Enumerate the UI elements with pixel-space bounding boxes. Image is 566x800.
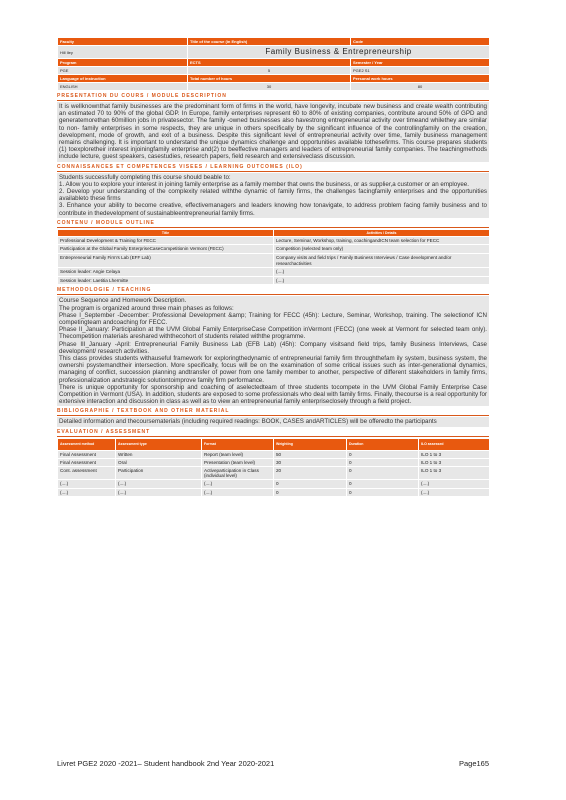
ects-label: ECTS <box>188 59 351 67</box>
personal-hours-value: 80 <box>351 83 490 91</box>
page-number: Page165 <box>458 759 489 768</box>
methodology-paragraph: Course Sequence and Homework Description. <box>59 297 187 305</box>
learning-outcomes-text <box>57 173 489 218</box>
eval-cell: Activeparticipation in Class (individual level) <box>202 467 274 480</box>
eval-cell: Presentation (team level) <box>202 458 274 466</box>
course-sheet <box>57 37 489 497</box>
course-title: Family Business & Entrepreneurship <box>188 46 490 59</box>
outline-table <box>57 229 490 286</box>
language-label: Language of instruction <box>58 75 188 83</box>
hours-label: Total number of hours <box>188 75 351 83</box>
methodology-paragraph: Phase I_September -December: Professional Development &amp; Training for FECC (45h): Lecture, Seminar, Workshop, training. The selectionof ICN competingteam andcoaching for FECC. <box>59 311 487 327</box>
course-title-label: Title of the course (in English) <box>188 38 351 46</box>
faculty-label: Faculty <box>58 38 188 46</box>
lo-item: 2. Develop your understanding of the complexity related withthe dynamic of family firms, the challenges facingfamily enterprises and the opportunities availableto these firms <box>59 188 487 203</box>
eval-cell: 0 <box>347 480 419 488</box>
table-row <box>58 458 490 466</box>
code-label: Code <box>351 38 490 46</box>
table-row <box>58 480 490 488</box>
eval-cell: 0 <box>347 450 419 458</box>
presentation-text <box>57 102 489 162</box>
learning-outcomes-heading: CONNAISSANCES ET COMPETENCES VISEES / LEARNING OUTCOMES (ILO) <box>57 164 489 172</box>
eval-cell: ILO 1 to 3 <box>419 450 490 458</box>
eval-header: Format <box>202 438 274 450</box>
personal-hours-label: Personal work hours <box>351 75 490 83</box>
outline-heading: CONTENU / MODULE OUTLINE <box>57 220 489 228</box>
methodology-heading: METHODOLOGIE / TEACHING <box>57 287 489 295</box>
outline-cell: Company visits and field trips / Family Business Interviews / Case development and/or researchactivities <box>274 254 490 268</box>
eval-cell: Cont. assessment <box>58 467 116 480</box>
eval-cell: (....) <box>116 480 202 488</box>
table-row <box>58 467 490 480</box>
footer-handbook-title: Livret PGE2 2020 -2021– Student handbook 2nd Year 2020-2021 <box>57 759 275 768</box>
presentation-heading: PRESENTATION DU COURS / MODULE DESCRIPTION <box>57 93 489 101</box>
methodology-paragraph: The program is organized around three main phases as follows: <box>59 304 234 312</box>
eval-cell: (....) <box>202 480 274 488</box>
eval-header: ILO assessed <box>419 438 490 450</box>
table-row <box>58 450 490 458</box>
eval-cell: Final Assessment <box>58 458 116 466</box>
eval-cell: ILO 1 to 3 <box>419 467 490 480</box>
eval-cell: Report (team level) <box>202 450 274 458</box>
methodology-text <box>57 296 489 406</box>
eval-cell: Oral <box>116 458 202 466</box>
outline-cell: Entrepreneurial Family Firm's Lab (EFF Lab) <box>58 254 274 268</box>
bibliography-text <box>57 417 489 426</box>
table-row <box>58 254 490 268</box>
eval-cell: Final Assessment <box>58 450 116 458</box>
evaluation-table <box>57 438 490 497</box>
eval-cell: (....) <box>116 488 202 496</box>
methodology-paragraph: There is unique opportunity for sponsorship and coaching of aselectedteam of three students tocompete in the UVM Global Family Enterprise Case Competition in Vermont (USA). In addition, students are exposed to some professionals who deal with family firms. Finally, thecourse is a real opportunity for extensive interaction and discussion in class as well as to view an entrepreneurial family enterpriseclosely through a field project. <box>59 383 487 406</box>
eval-cell: Written <box>116 450 202 458</box>
table-row <box>58 236 490 245</box>
eval-cell: (....) <box>58 480 116 488</box>
eval-cell: 20 <box>274 467 347 480</box>
table-row <box>58 276 490 285</box>
program-value: PGE <box>58 67 188 75</box>
program-label: Program <box>58 59 188 67</box>
eval-cell: (....) <box>202 488 274 496</box>
presentation-paragraph: It is wellknownthat family businesses are the predominant form of firms in the world, have longevity, incubate new business and create wealth contributing an estimated 70 to 90% of the global GDP. In Europe, family enterprises represent 60 to 80% of existing companies, contribute around 50% of GPD and generatemorethan 60million jobs in privatesector. The family -owned businesses also havestrong entrepreneurial activity over timeand whilethey are similar to non- family enterprises in some respects, they are unique in others specifically by the significant influence of the controllingfamily on the creation, development, mode of growth, and exit of a business. Despite this significant level of entrepreneurial activity over time, family business management remains challenging. It is important to understand the unique dynamics challenge and opportunities available tothesefirms. This course prepares students (1) toexploretheir interest injoiningfamily enterprise and(2) to beeffective managers and leaders of entrepreneurial family companies. The teachingmethods include lecture, guest speakers, casestudies, research papers, field research and extensiveclass discussion. <box>59 103 487 161</box>
outline-cell: Session leader: Laetitia Lhermitte <box>58 276 274 285</box>
eval-cell: 0 <box>347 458 419 466</box>
eval-header: Weighting <box>274 438 347 450</box>
table-row <box>58 488 490 496</box>
ects-value: 5 <box>188 67 351 75</box>
language-value: ENGLISH <box>58 83 188 91</box>
eval-header: Duration <box>347 438 419 450</box>
outline-cell: (....) <box>274 276 490 285</box>
eval-cell: (....) <box>58 488 116 496</box>
course-info-table <box>57 37 490 91</box>
eval-cell: ILO 1 to 3 <box>419 458 490 466</box>
eval-cell: Participation <box>116 467 202 480</box>
eval-cell: 0 <box>347 488 419 496</box>
eval-header: Assessment method <box>58 438 116 450</box>
page-footer <box>57 759 489 768</box>
semester-value: PGE2 S1 <box>351 67 490 75</box>
eval-cell: (....) <box>419 480 490 488</box>
eval-cell: 0 <box>274 480 347 488</box>
faculty-value: Hill Iley <box>58 46 188 59</box>
outline-cell: Lecture, Seminar, Workshop, training, coachingandICN team selection for FECC <box>274 236 490 245</box>
semester-label: Semester / Year <box>351 59 490 67</box>
outline-header-title: Title <box>58 229 274 236</box>
methodology-paragraph: This class provides students withauseful framework for exploringthedynamic of entrepreneurial family firm throughthefam ily system, business system, the ownershi psystemandtheir intersection. More specifically, focus will be on the examination of some critical issues such as inter-generational dynamics, managing of conflict, succession planning andtransfer of power from one family member to another, perspective of different stakeholders in family firms, professionalization andstrategic solutiontoimprove family firm performance. <box>59 355 487 384</box>
hours-value: 30 <box>188 83 351 91</box>
eval-header: Assessment type <box>116 438 202 450</box>
bibliography-paragraph: Detailed information and thecoursematerials (including required readings: BOOK, CASES andARTICLES) will be offeredto the participants <box>59 418 437 426</box>
outline-cell: Competition (selected team only) <box>274 245 490 254</box>
eval-cell: 0 <box>274 488 347 496</box>
table-row <box>58 245 490 254</box>
bibliography-heading: BIBLIOGRAPHIE / TEXTBOOK AND OTHER MATERIAL <box>57 408 489 416</box>
eval-cell: 0 <box>347 467 419 480</box>
outline-cell: Professional Development & Training for FECC <box>58 236 274 245</box>
lo-item: 3. Enhance your ability to become creative, effectivemanagers and leaders knowing how tonavigate, to address problem facing family business and to contribute in thedevelopment of sustainableentrepreneurial family firms. <box>59 202 487 217</box>
outline-cell: (....) <box>274 268 490 277</box>
eval-cell: 50 <box>274 450 347 458</box>
lo-item: 1. Allow you to explore your interest in joining family enterprise as a family member that owns the business, or as supplier,a customer or an employee. <box>59 180 469 188</box>
eval-cell: (....) <box>419 488 490 496</box>
evaluation-heading: EVALUATION / ASSESSMENT <box>57 429 489 437</box>
eval-cell: 30 <box>274 458 347 466</box>
lo-intro: Students successfully completing this course should beable to: <box>59 173 231 181</box>
methodology-paragraph: Phase II_January: Participation at the UVM Global Family EnterpriseCase Competition inVermont (FECC) (one week at Vermont for selected team only). Thecompetition materials areshared withthecohort of students related withthe programme. <box>59 326 487 341</box>
outline-header-activities: Activities / Details <box>274 229 490 236</box>
outline-cell: Participation at the Global Family EnterpriseCaseCompetitionin Vermont (FECC) <box>58 245 274 254</box>
methodology-paragraph: Phase III_January -April: Entrepreneurial Family Business Lab (EFB Lab) (45h): Company visitsand field trips, family Business Interviews, Case development/ research activities. <box>59 340 487 355</box>
outline-cell: Session leader: Angie Celaya <box>58 268 274 277</box>
table-row <box>58 268 490 277</box>
